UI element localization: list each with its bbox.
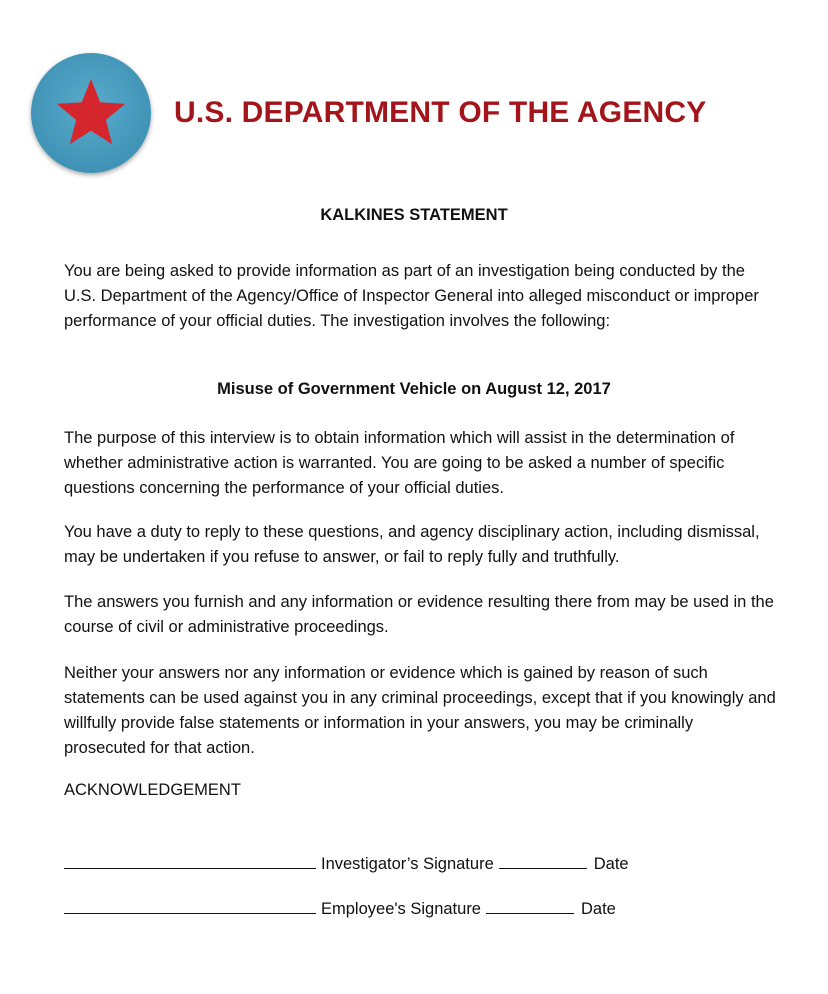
acknowledgement-heading: ACKNOWLEDGEMENT: [64, 781, 241, 799]
use-paragraph: The answers you furnish and any information or evidence resulting there from may be used in the course of civil or administrative proceedings.: [64, 593, 774, 636]
investigator-date-label: Date: [593, 855, 629, 873]
immunity-paragraph: Neither your answers nor any information or evidence which is gained by reason of such statements can be used against you in any criminal proceedings, except that if you knowingly and willfully provide false statements or information in your answers, you may be criminally prosecuted for that action.: [64, 664, 776, 757]
employee-signature-blank[interactable]: [64, 897, 316, 914]
employee-date-blank[interactable]: [486, 897, 574, 914]
agency-name: U.S. DEPARTMENT OF THE AGENCY: [174, 96, 707, 129]
investigator-signature-label: Investigator’s Signature: [321, 855, 494, 873]
investigation-subject: Misuse of Government Vehicle on August 12, 2017: [217, 380, 611, 398]
employee-signature-label: Employee's Signature: [321, 900, 481, 918]
duty-paragraph: You have a duty to reply to these questions, and agency disciplinary action, including dismissal, may be undertaken if you refuse to answer, or fail to reply fully and truthfully.: [64, 523, 760, 566]
agency-seal-logo: [26, 50, 156, 180]
employee-date-label: Date: [581, 900, 616, 918]
intro-paragraph: You are being asked to provide information as part of an investigation being conducted by the U.S. Department of the Agency/Office of Inspector General into alleged misconduct or improper performance of your official duties. The investigation involves the following:: [64, 262, 759, 330]
purpose-paragraph: The purpose of this interview is to obtain information which will assist in the determination of whether administrative action is warranted. You are going to be asked a number of specific questions concerning the performance of your official duties.: [64, 429, 735, 497]
investigator-signature-row: [64, 852, 629, 874]
investigator-signature-blank[interactable]: [64, 852, 316, 869]
investigator-date-blank[interactable]: [499, 852, 587, 869]
document-title: KALKINES STATEMENT: [320, 206, 508, 224]
employee-signature-row: [64, 897, 616, 919]
